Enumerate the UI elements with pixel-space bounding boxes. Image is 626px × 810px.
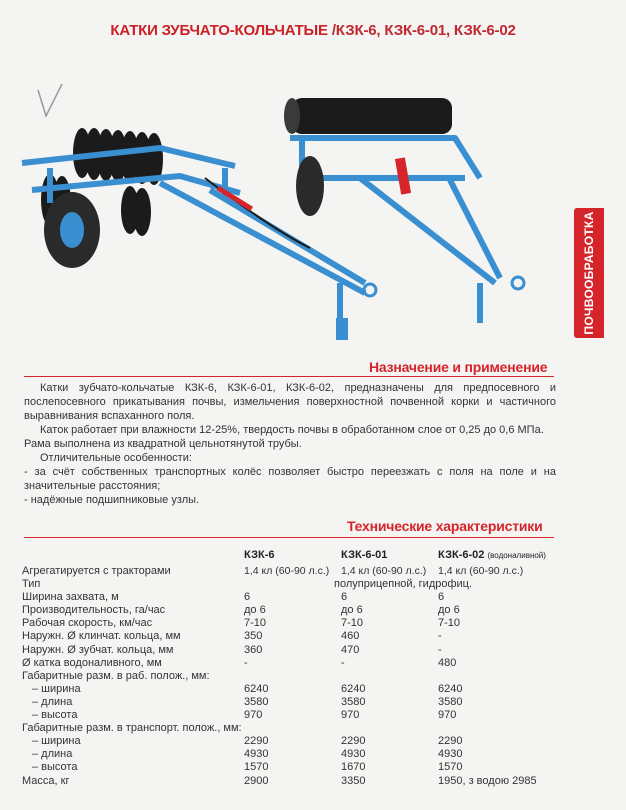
row-label: Ширина захвата, м: [22, 591, 119, 604]
row-label: Наружн. Ø клинчат. кольца, мм: [22, 630, 181, 643]
table-row: [22, 709, 588, 722]
specs-heading-rule: [24, 537, 554, 538]
cell-kzk601: 470: [341, 643, 360, 656]
cell-kzk6: 2900: [244, 774, 269, 787]
cell-kzk6: 2290: [244, 735, 269, 748]
product-photo: [10, 78, 565, 348]
specs-header-row: [22, 549, 588, 565]
row-label: Ø катка водоналивного, мм: [22, 656, 162, 669]
cell-kzk601: -: [341, 656, 345, 669]
row-label: – ширина: [32, 735, 81, 748]
cell-kzk602: -: [438, 643, 442, 656]
column-header: КЗК-6-01: [341, 549, 388, 561]
cell-kzk602: 7-10: [438, 617, 461, 630]
row-label: – длина: [32, 695, 73, 708]
row-label: Масса, кг: [22, 774, 70, 787]
cell-kzk602: 1950, з водою 2985: [438, 774, 537, 787]
cell-kzk6: 6: [244, 591, 251, 604]
table-row: [22, 604, 588, 617]
cell-kzk602: 480: [438, 656, 457, 669]
cell-kzk601: 2290: [341, 735, 366, 748]
table-row: [22, 722, 588, 735]
cell-type-span: полуприцепной, гидрофиц.: [334, 578, 473, 591]
purpose-text: [24, 381, 556, 507]
purpose-heading-rule: [24, 376, 554, 377]
row-label: Рабочая скорость, км/час: [22, 617, 153, 630]
table-row: [22, 630, 588, 643]
row-label: Тип: [22, 578, 41, 591]
cell-kzk602: 1,4 кл (60-90 л.с.): [438, 565, 524, 577]
cell-kzk602: 2290: [438, 735, 463, 748]
cell-kzk6: 970: [244, 709, 263, 722]
cell-kzk6: 4930: [244, 748, 269, 761]
cell-kzk601: 3580: [341, 695, 366, 708]
column-header-model: КЗК-6-02: [438, 549, 485, 561]
cell-kzk601: 1,4 кл (60-90 л.с.): [341, 565, 427, 577]
cell-kzk602: до 6: [438, 604, 460, 617]
table-row: [22, 748, 588, 761]
section-tab-soil-cultivation: [574, 208, 604, 338]
cell-kzk601: 1670: [341, 761, 366, 774]
table-row: [22, 657, 588, 670]
row-group-label: Габаритные разм. в транспорт. полож., мм:: [22, 722, 242, 735]
purpose-paragraph: Каток работает при влажности 12-25%, твердость почвы в обработанном слое от 0,25 до 0,6 МПа.: [40, 424, 544, 436]
table-row: [22, 670, 588, 683]
row-label: – ширина: [32, 682, 81, 695]
row-label: – длина: [32, 748, 73, 761]
cell-kzk6: 6240: [244, 682, 269, 695]
table-row: [22, 696, 588, 709]
cell-kzk601: 7-10: [341, 617, 364, 630]
cell-kzk6: до 6: [244, 604, 266, 617]
column-header: КЗК-6: [244, 549, 275, 561]
table-row: [22, 683, 588, 696]
table-row: [22, 644, 588, 657]
table-row: [22, 775, 588, 788]
cell-kzk601: 6240: [341, 682, 366, 695]
row-label: – высота: [32, 709, 78, 722]
cell-kzk6: -: [244, 656, 248, 669]
cell-kzk601: 460: [341, 630, 360, 643]
table-row: [22, 565, 588, 578]
cell-kzk601: 4930: [341, 748, 366, 761]
table-row: [22, 735, 588, 748]
cell-kzk602: 6240: [438, 682, 463, 695]
cell-kzk602: -: [438, 630, 442, 643]
roller-left-machine: [22, 128, 376, 340]
roller-right-machine: [284, 98, 524, 323]
checkmark-icon: [38, 84, 62, 116]
purpose-paragraph: Отличительные особенности:: [40, 452, 192, 464]
cell-kzk6: 1,4 кл (60-90 л.с.): [244, 565, 330, 577]
table-row: [22, 591, 588, 604]
purpose-paragraph: - за счёт собственных транспортных колёс позволяет быстро переезжать с поля на поле и на значительные расстояния;: [24, 466, 556, 492]
page-title: [0, 22, 626, 39]
row-group-label: Габаритные разм. в раб. полож., мм:: [22, 669, 210, 682]
cell-kzk601: 6: [341, 591, 348, 604]
cell-kzk602: 970: [438, 709, 457, 722]
cell-kzk602: 6: [438, 591, 445, 604]
cell-kzk6: 350: [244, 630, 263, 643]
cell-kzk601: 3350: [341, 774, 366, 787]
cell-kzk6: 7-10: [244, 617, 267, 630]
cell-kzk6: 1570: [244, 761, 269, 774]
cell-kzk602: 3580: [438, 695, 463, 708]
column-header: [438, 549, 588, 565]
table-row: [22, 617, 588, 630]
section-tab-label: ПОЧВООБРАБОТКА: [582, 211, 596, 335]
row-label: Агрегатируется с тракторами: [22, 565, 171, 577]
cell-kzk601: до 6: [341, 604, 363, 617]
row-label: Производительность, га/час: [22, 604, 166, 617]
column-header-note: (водоналивной): [487, 551, 546, 560]
table-row: [22, 578, 588, 591]
title-main: КАТКИ ЗУБЧАТО-КОЛЬЧАТЫЕ: [110, 22, 328, 39]
cell-kzk602: 4930: [438, 748, 463, 761]
purpose-paragraph: - надёжные подшипниковые узлы.: [24, 494, 200, 506]
title-models: /КЗК-6, КЗК-6-01, КЗК-6-02: [331, 22, 516, 39]
cell-kzk6: 3580: [244, 695, 269, 708]
cell-kzk602: 1570: [438, 761, 463, 774]
specs-table: [22, 549, 588, 788]
row-label: – высота: [32, 761, 78, 774]
row-label: Наружн. Ø зубчат. кольца, мм: [22, 643, 174, 656]
table-row: [22, 761, 588, 774]
cell-kzk601: 970: [341, 709, 360, 722]
purpose-paragraph: Катки зубчато-кольчатые КЗК-6, КЗК-6-01, КЗК-6-02, предназначены для предпосевного и послепосевного прикатывания почвы, измельчения поверхностной почвенной корки и частичного выравнивания вспаханного поля.: [24, 382, 556, 422]
purpose-heading: Назначение и применение: [369, 359, 548, 375]
purpose-paragraph: Рама выполнена из квадратной цельнотянутой трубы.: [24, 438, 302, 450]
cell-kzk6: 360: [244, 643, 263, 656]
specs-heading: Технические характеристики: [347, 518, 543, 534]
